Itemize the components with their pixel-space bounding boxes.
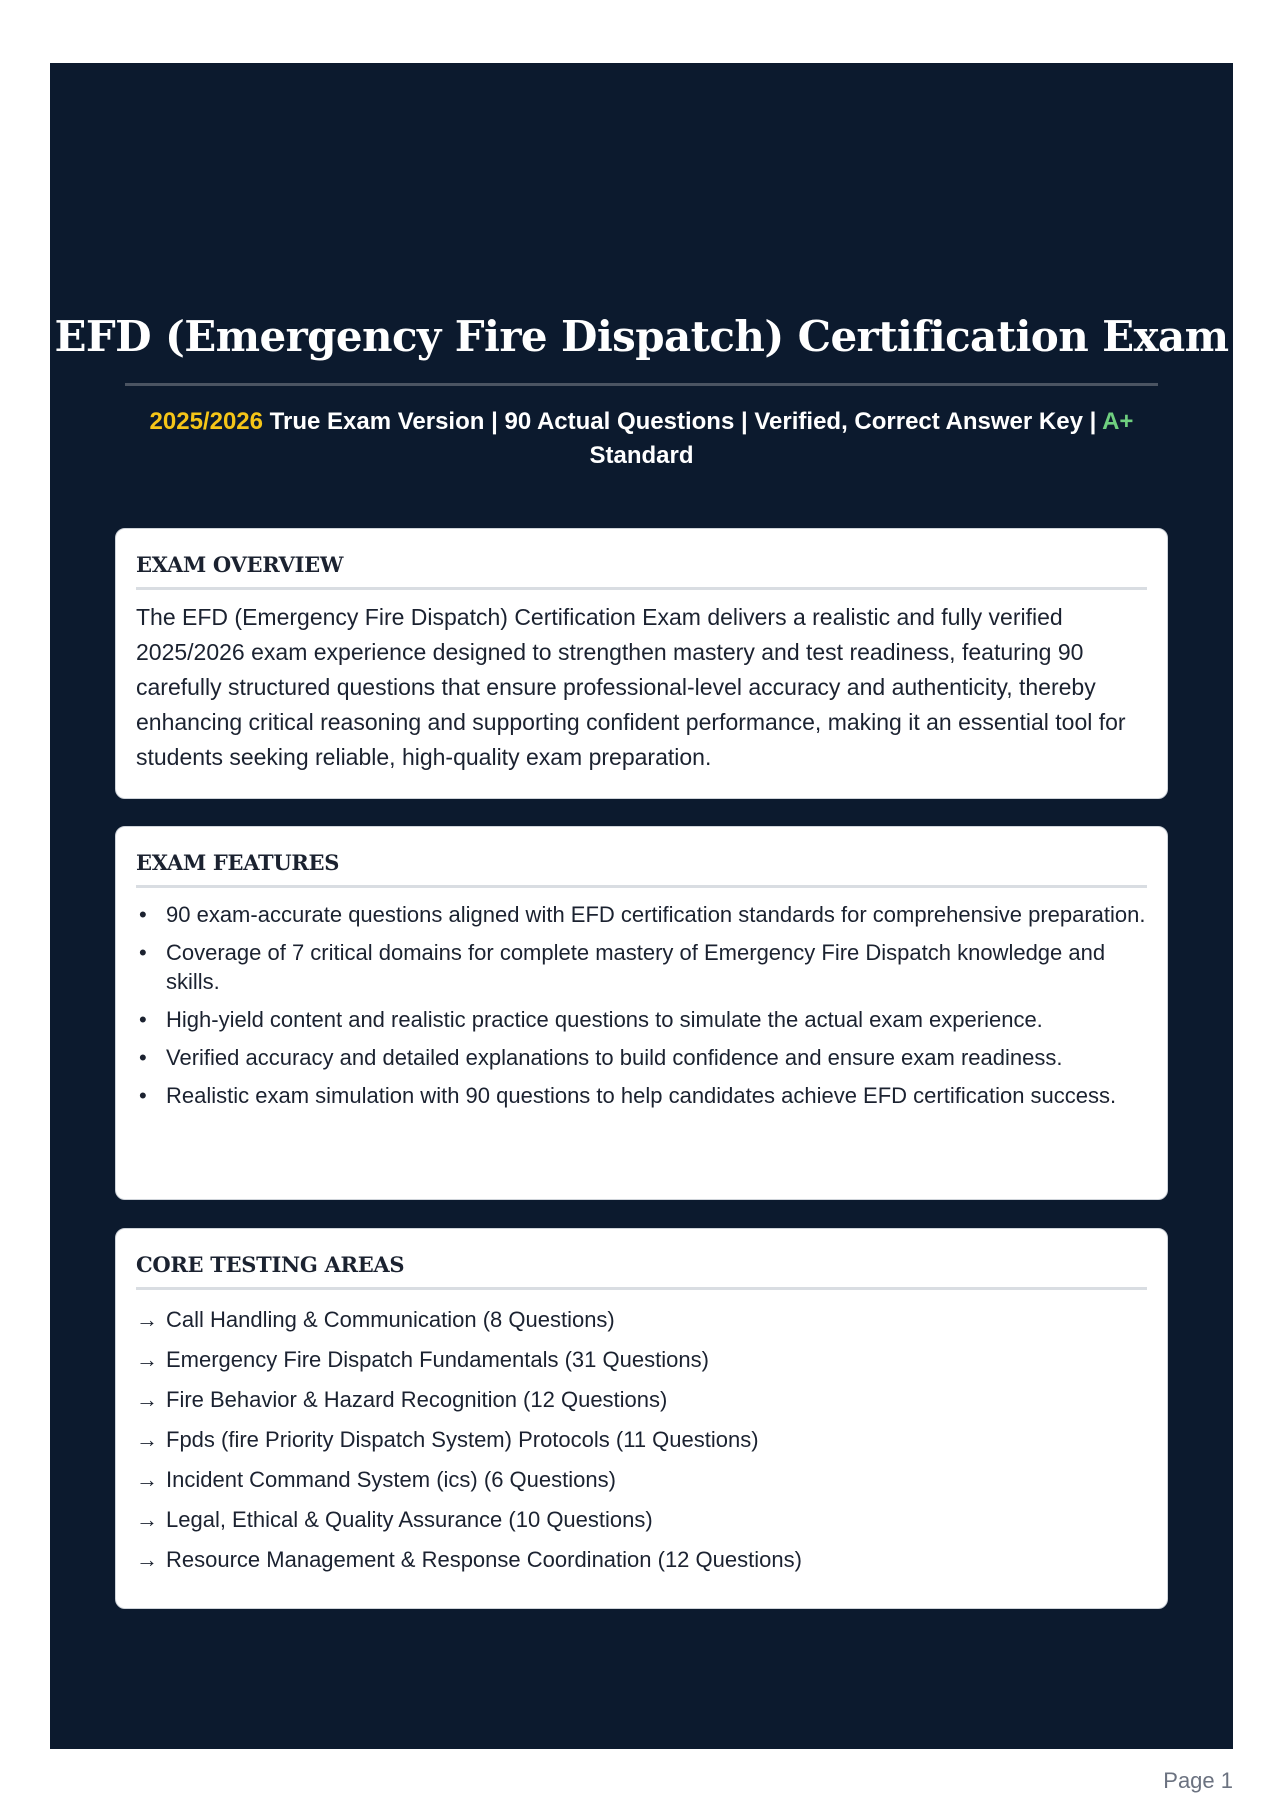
title-divider [125, 383, 1158, 386]
list-item [136, 1460, 1147, 1500]
list-item [136, 900, 1147, 929]
bullet-icon: • [139, 1007, 147, 1032]
subtitle-end: Standard [589, 442, 694, 469]
area-text: Fpds (fire Priority Dispatch System) Protocols (11 Questions) [166, 1427, 759, 1452]
feature-text: Verified accuracy and detailed explanations to build confidence and ensure exam readiness. [166, 1045, 1063, 1070]
feature-text: Coverage of 7 critical domains for complete mastery of Emergency Fire Dispatch knowledge and skills. [166, 940, 1106, 994]
list-item [136, 1081, 1147, 1110]
exam-overview-text: The EFD (Emergency Fire Dispatch) Certification Exam delivers a realistic and fully verified 2025/2026 exam experience designed to strengthen mastery and test readiness, featuring 90 carefully structured questions that ensure professional-level accuracy and authenticity, thereby enhancing critical reasoning and supporting confident performance, making it an essential tool for students seeking reliable, high-quality exam preparation. [136, 604, 1126, 770]
section-divider [136, 885, 1147, 888]
arrow-right-icon: → [136, 1387, 158, 1412]
section-divider [136, 587, 1147, 590]
list-item [136, 938, 1147, 996]
exam-overview-heading: EXAM OVERVIEW [136, 552, 344, 577]
area-text: Fire Behavior & Hazard Recognition (12 Questions) [166, 1387, 668, 1412]
exam-features-heading: EXAM FEATURES [136, 850, 340, 875]
list-item [136, 1420, 1147, 1460]
document-title: EFD (Emergency Fire Dispatch) Certification Exam [54, 312, 1229, 361]
bullet-icon: • [139, 902, 147, 927]
list-item [136, 1340, 1147, 1380]
list-item [136, 1300, 1147, 1340]
arrow-right-icon: → [136, 1347, 158, 1372]
core-testing-areas-heading: CORE TESTING AREAS [136, 1252, 405, 1277]
subtitle-year: 2025/2026 [149, 408, 263, 435]
area-text: Legal, Ethical & Quality Assurance (10 Questions) [166, 1507, 653, 1532]
area-text: Resource Management & Response Coordination (12 Questions) [166, 1547, 802, 1572]
testing-areas-list [136, 1300, 1147, 1580]
list-item [136, 1005, 1147, 1034]
area-text: Incident Command System (ics) (6 Questions) [166, 1467, 616, 1492]
arrow-right-icon: → [136, 1547, 158, 1572]
page-number: Page 1 [1163, 1768, 1233, 1793]
cover-panel [50, 63, 1233, 1749]
list-item [136, 1043, 1147, 1072]
section-divider [136, 1287, 1147, 1290]
exam-overview-card [115, 528, 1168, 799]
area-text: Call Handling & Communication (8 Questions) [166, 1307, 615, 1332]
exam-features-card [115, 826, 1168, 1200]
feature-text: High-yield content and realistic practice questions to simulate the actual exam experience. [166, 1007, 1043, 1032]
subtitle-grade: A+ [1102, 408, 1134, 435]
feature-text: Realistic exam simulation with 90 questions to help candidates achieve EFD certification success. [166, 1083, 1117, 1108]
bullet-icon: • [139, 940, 147, 965]
arrow-right-icon: → [136, 1307, 158, 1332]
list-item [136, 1540, 1147, 1580]
feature-text: 90 exam-accurate questions aligned with EFD certification standards for comprehensive preparation. [166, 902, 1146, 927]
document-subtitle [110, 405, 1173, 473]
bullet-icon: • [139, 1083, 147, 1108]
core-testing-areas-card [115, 1228, 1168, 1609]
features-list [136, 900, 1147, 1110]
list-item [136, 1500, 1147, 1540]
arrow-right-icon: → [136, 1507, 158, 1532]
bullet-icon: • [139, 1045, 147, 1070]
arrow-right-icon: → [136, 1427, 158, 1452]
area-text: Emergency Fire Dispatch Fundamentals (31 Questions) [166, 1347, 709, 1372]
list-item [136, 1380, 1147, 1420]
subtitle-main: True Exam Version | 90 Actual Questions | Verified, Correct Answer Key | [262, 408, 1103, 435]
arrow-right-icon: → [136, 1467, 158, 1492]
